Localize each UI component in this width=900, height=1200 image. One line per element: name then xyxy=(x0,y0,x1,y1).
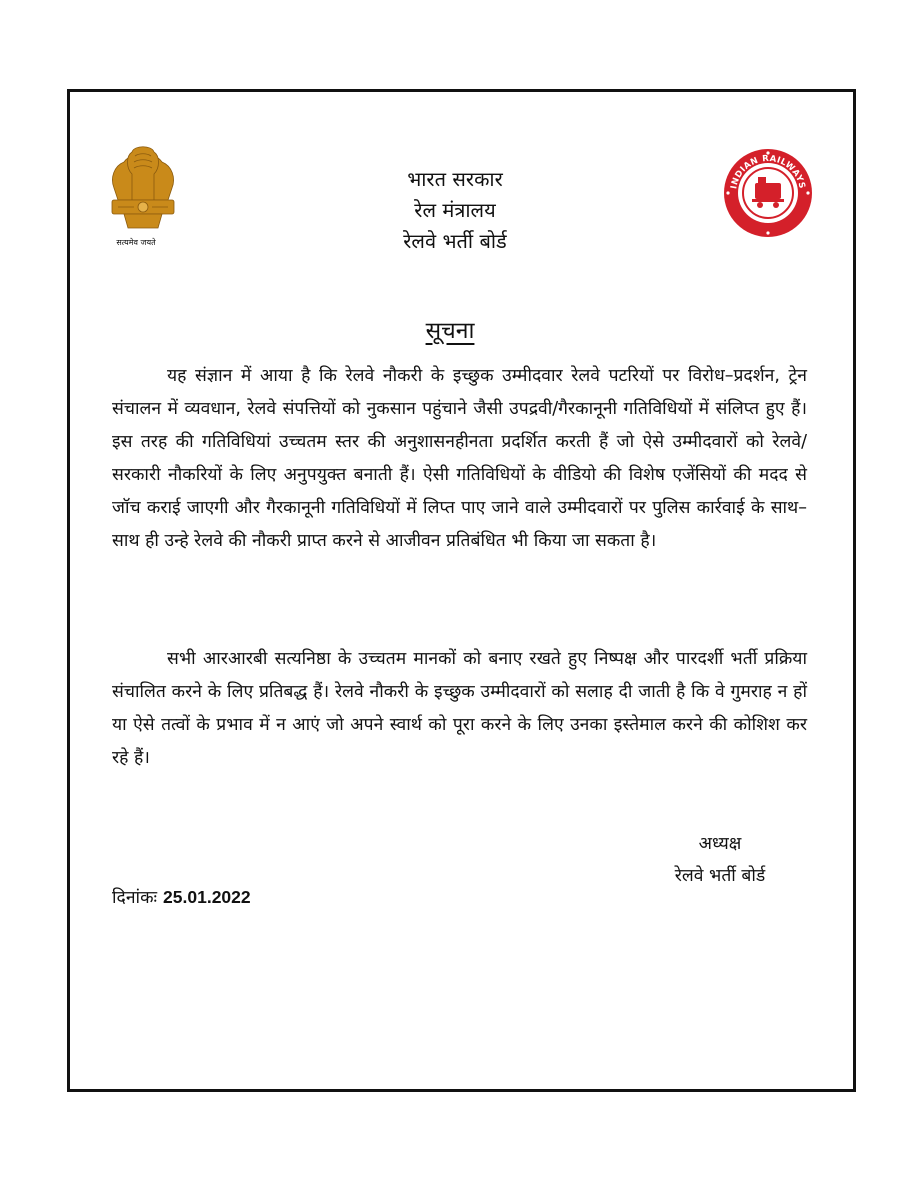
notice-paragraph-1: यह संज्ञान में आया है कि रेलवे नौकरी के इच्छुक उम्मीदवार रेलवे पटरियों पर विरोध–प्रदर्शन, ट्रेन संचालन में व्यवधान, रेलवे संपत्तियों को नुकसान पहुंचाने जैसी उपद्रवी/गैरकानूनी गतिविधियों में संलिप्त हुए हैं। इस तरह की गतिविधियां उच्चतम स्तर की अनुशासनहीनता प्रदर्शित करती हैं जो ऐसे उम्मीदवारों को रेलवे/सरकारी नौकरियों के लिए अनुपयुक्त बनाती हैं। ऐसी गतिविधियों के वीडियो की विशेष एजेंसियों की मदद से जॉच कराई जाएगी और गैरकानूनी गतिविधियों में लिप्त पाए जाने वाले उम्मीदवारों पर पुलिस कार्रवाई के साथ–साथ ही उन्हे रेलवे की नौकरी प्राप्त करने से आजीवन प्रतिबंधित भी किया जा सकता है। xyxy=(112,366,807,551)
date-value: 25.01.2022 xyxy=(163,887,251,907)
emblem-motto: सत्यमेव जयते xyxy=(116,238,156,247)
government-name: भारत सरकार xyxy=(407,167,503,191)
date-label: दिनांकः xyxy=(112,888,158,908)
signature-block xyxy=(640,828,800,892)
letterhead xyxy=(330,164,580,257)
board-name: रेलवे भर्ती बोर्ड xyxy=(403,229,507,253)
signatory-organization: रेलवे भर्ती बोर्ड xyxy=(674,866,766,886)
notice-title-row xyxy=(0,316,900,346)
ministry-name: रेल मंत्रालय xyxy=(414,198,496,222)
national-emblem-icon xyxy=(104,142,182,252)
notice-paragraph-2: सभी आरआरबी सत्यनिष्ठा के उच्चतम मानकों को बनाए रखते हुए निष्पक्ष और पारदर्शी भर्ती प्रक्रिया संचालित करने के लिए प्रतिबद्ध हैं। रेलवे नौकरी के इच्छुक उम्मीदवारों को सलाह दी जाती है कि वे गुमराह न हों या ऐसे तत्वों के प्रभाव में न आएं जो अपने स्वार्थ को पूरा करने के लिए उनका इस्तेमाल करने की कोशिश कर रहे हैं। xyxy=(112,649,807,768)
indian-railways-logo-icon xyxy=(722,147,814,239)
notice-title: सूचना xyxy=(425,318,475,344)
date-line xyxy=(112,882,251,913)
signatory-designation: अध्यक्ष xyxy=(698,834,742,854)
railway-logo-text: INDIAN RAILWAYS xyxy=(729,153,807,190)
